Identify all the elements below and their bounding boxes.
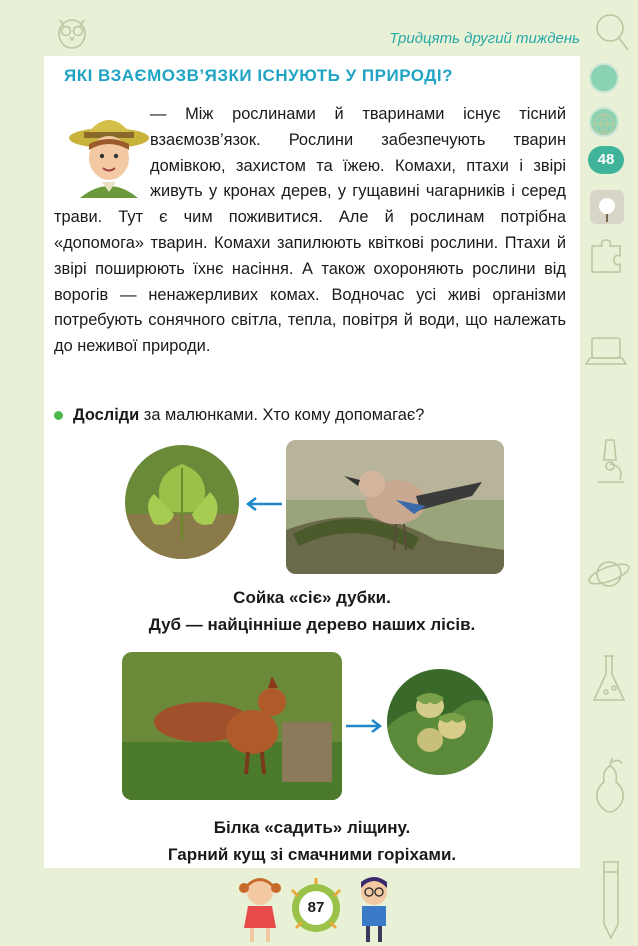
puzzle-icon xyxy=(586,236,626,276)
sidebar-round-button-1[interactable] xyxy=(588,62,620,94)
caption-jay-line1: Сойка «сіє» дубки. xyxy=(233,588,391,607)
header-strip xyxy=(0,0,638,56)
caption-squirrel xyxy=(44,814,580,868)
week-label: Тридцять другий тиждень xyxy=(389,30,580,47)
girl-character-icon xyxy=(238,874,282,944)
caption-squirrel-line1: Білка «садить» ліщину. xyxy=(213,818,411,837)
hazelnut-image xyxy=(386,668,494,776)
bullet-dot xyxy=(54,411,63,420)
caption-jay xyxy=(44,584,580,638)
planet-icon xyxy=(586,552,632,596)
main-paragraph xyxy=(54,102,566,360)
laptop-icon xyxy=(584,334,628,370)
owl-icon xyxy=(54,16,90,50)
task-bold: Досліди xyxy=(73,406,140,424)
jay-bird-photo xyxy=(286,440,504,574)
boy-character-icon xyxy=(352,872,396,944)
flask-icon xyxy=(588,652,630,706)
page-title: ЯКІ ВЗАЄМОЗВ’ЯЗКИ ІСНУЮТЬ У ПРИРОДІ? xyxy=(64,66,454,85)
arrow-right-icon xyxy=(344,718,384,734)
sidebar-badge-48[interactable]: 48 xyxy=(588,146,624,174)
task-line xyxy=(54,406,424,425)
paragraph-text: — Між рослинами й тваринами існує тісний взаємозв’язок. Рослини забезпечують тварин домівкою, захистом та їжею. Комахи, птахи і звірі живуть у кронах дерев, у гущавині чагарників і серед трави. Тут є чим поживитися. Але й рослинам потрібна «допомога» тварин. Комахи запилюють квіткові рослини. Птахи й звірі поширюють їхнє насіння. А також охороняють рослини від ворогів — ненажерливих комах. Водночас усі живі організми потребують сонячного світла, тепла, повітря й води, що належать до неживої природи. xyxy=(54,105,566,356)
caption-jay-line2: Дуб — найцінніше дерево наших лісів. xyxy=(148,615,476,634)
globe-icon xyxy=(592,112,616,136)
task-text: за малюнками. Хто кому допомагає? xyxy=(139,406,425,424)
pear-icon xyxy=(590,756,630,814)
pen-icon xyxy=(596,858,626,942)
caption-squirrel-line2: Гарний кущ зі смачними горіхами. xyxy=(167,845,457,864)
oak-seedling-image xyxy=(124,444,240,560)
arrow-left-icon xyxy=(244,496,284,512)
avatar-space xyxy=(54,102,150,202)
microscope-icon xyxy=(590,436,630,486)
cotton-flower-thumbnail[interactable] xyxy=(590,190,624,224)
search-icon xyxy=(592,10,632,56)
page-number: 87 xyxy=(307,899,325,916)
squirrel-photo xyxy=(122,652,342,800)
